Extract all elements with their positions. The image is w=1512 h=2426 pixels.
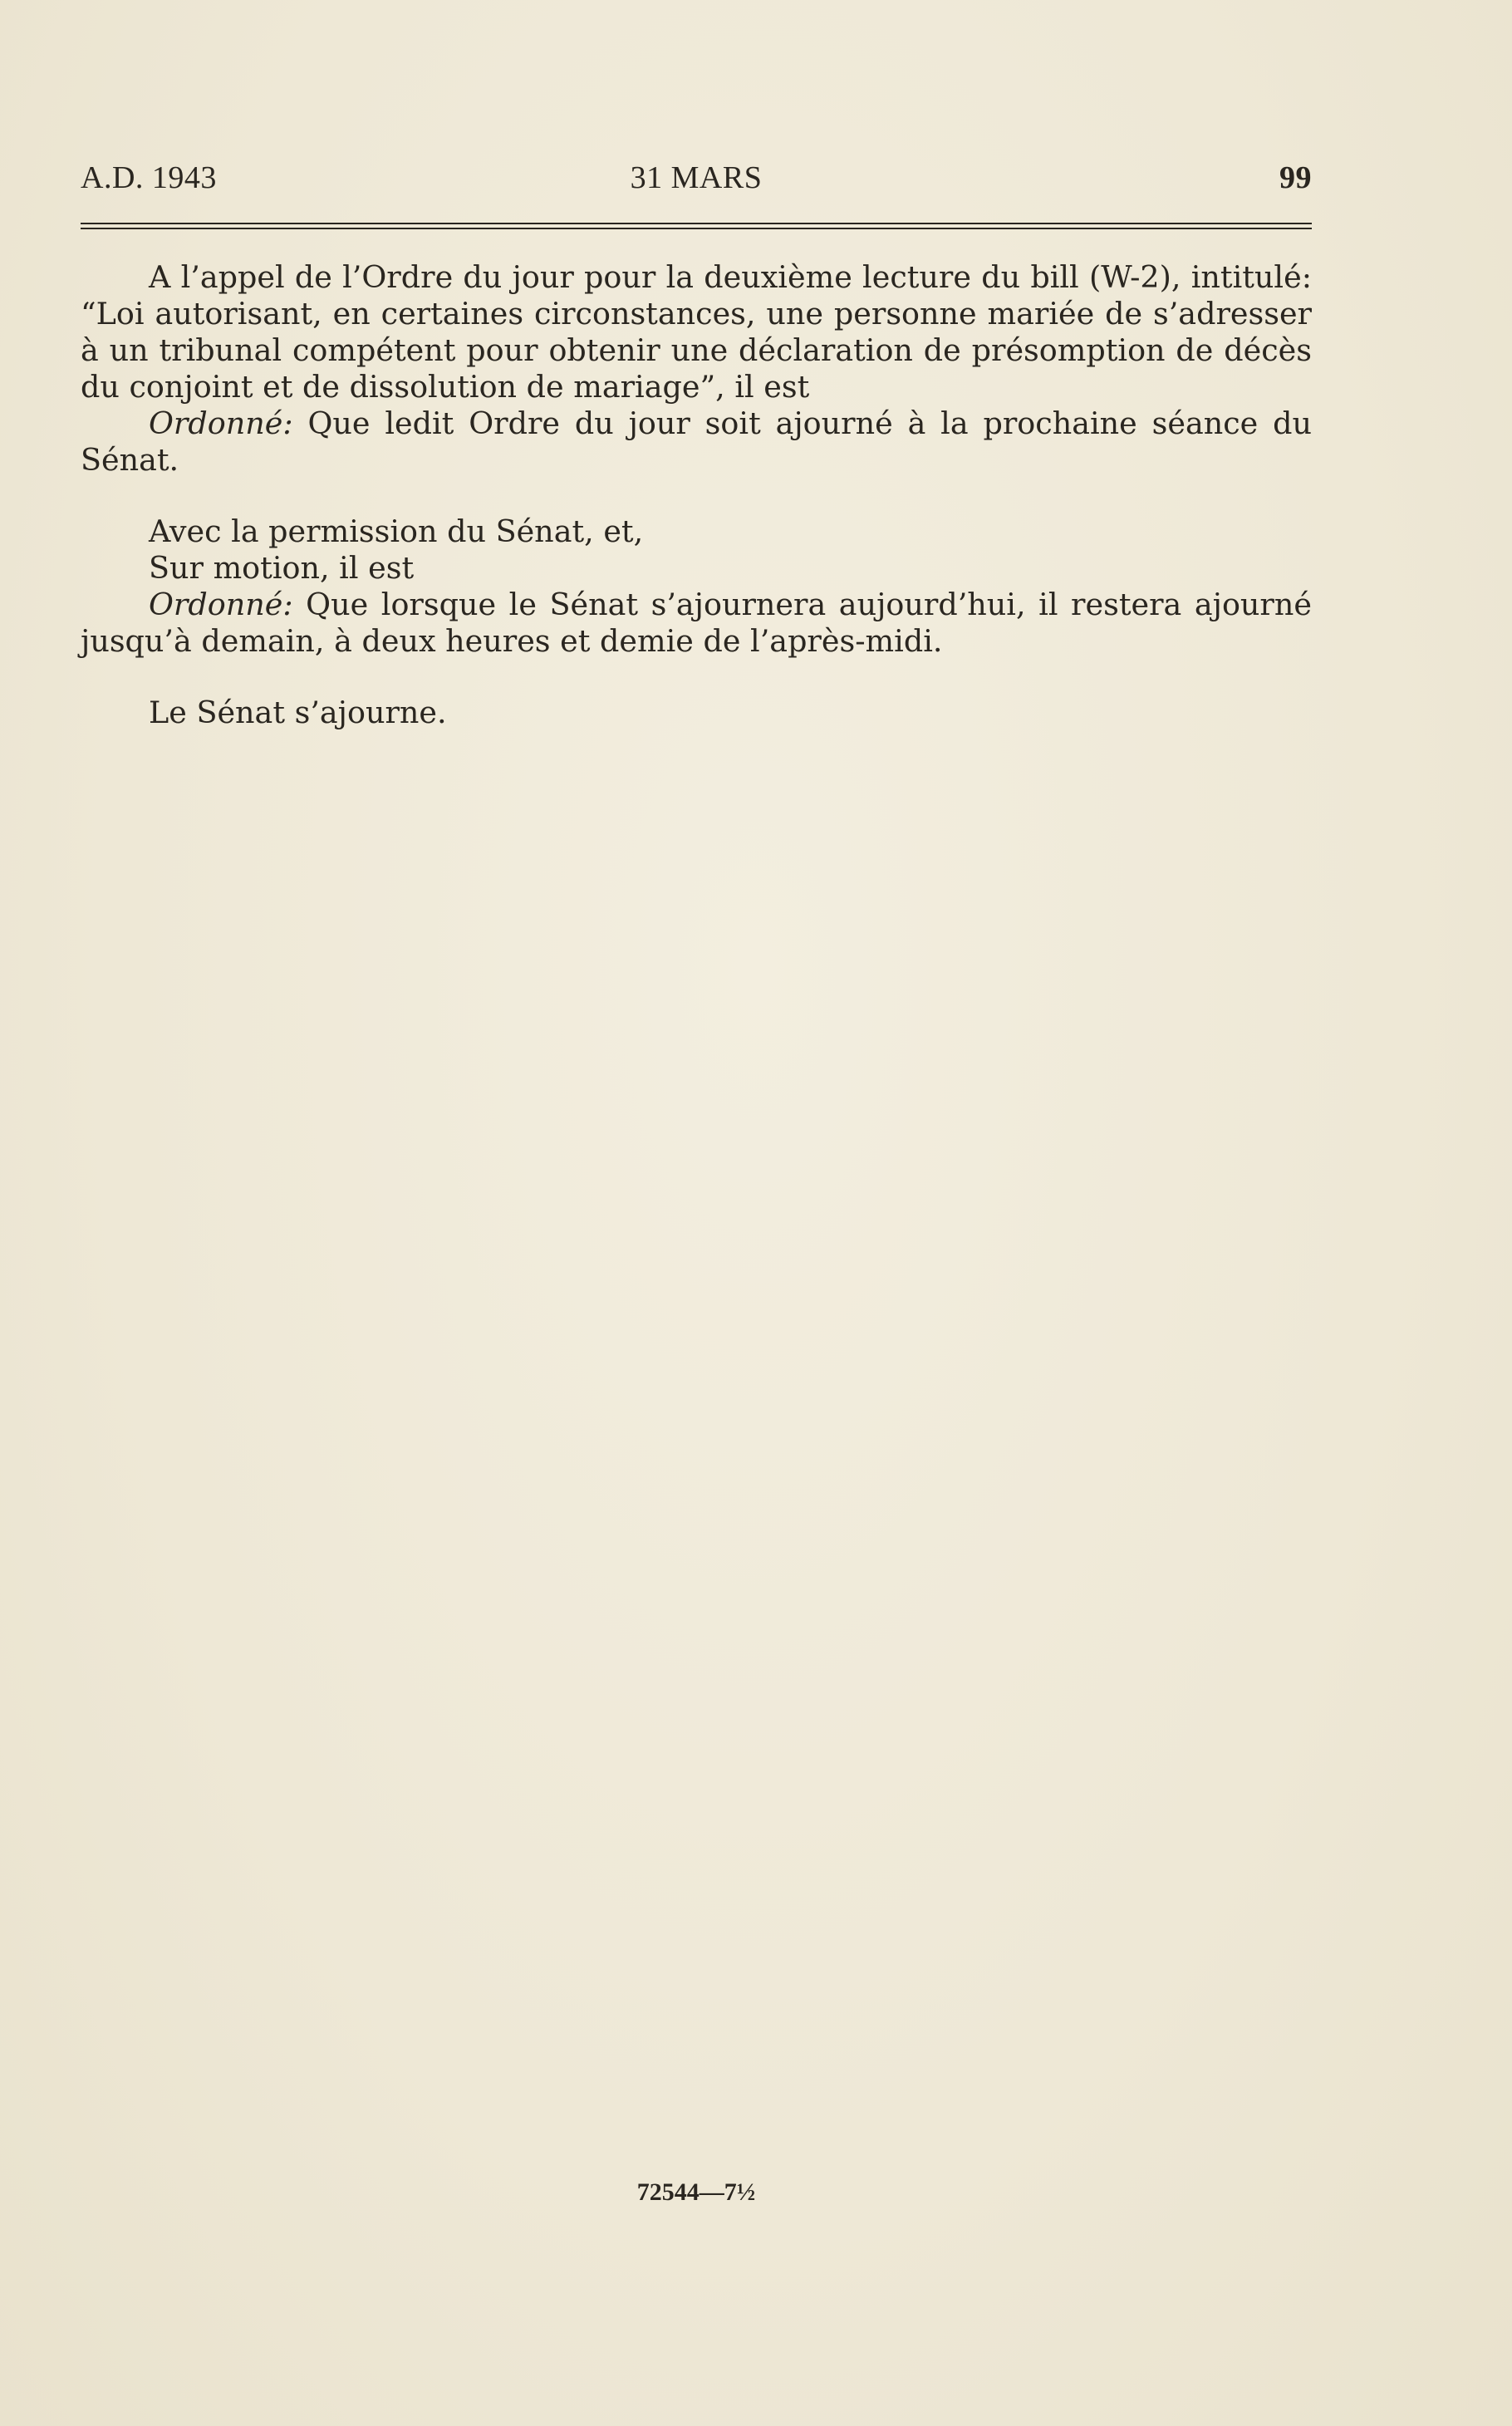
paragraph-senate-adjourns: Le Sénat s’ajourne. (149, 695, 447, 730)
ordered-text: Que lorsque le Sénat s’ajournera aujourd’hui, il restera ajourné jusqu’à demain, à deux heures et demie de l’après-midi. (81, 587, 1312, 659)
header-year: A.D. 1943 (81, 160, 217, 195)
paragraph-ordered-adjourn-senate (81, 587, 1312, 660)
document-page (81, 0, 1312, 2426)
header-double-rule (81, 223, 1312, 229)
page-body (81, 259, 1312, 731)
paragraph-permission: Avec la permission du Sénat, et, (149, 513, 644, 549)
page-number: 99 (1279, 160, 1312, 195)
ordered-text: Que ledit Ordre du jour soit ajourné à la prochaine séance du Sénat. (81, 405, 1312, 478)
header-date: 31 MARS (630, 160, 763, 195)
paragraph-order-of-day: A l’appel de l’Ordre du jour pour la deuxième lecture du bill (W-2), intitulé: “Loi autorisant, en certaines circonstances, une personne mariée de s’adresser à un tribunal compétent pour obtenir une déclaration de présomption de décès du conjoint et de dissolution de mariage”, il est (81, 259, 1312, 405)
ordered-label: Ordonné: (149, 587, 293, 622)
printer-signature: 72544—7½ (636, 2178, 756, 2206)
paragraph-ordered-adjourn-bill (81, 405, 1312, 479)
paragraph-motion: Sur motion, il est (149, 550, 415, 586)
page-header (81, 160, 1312, 201)
ordered-label: Ordonné: (149, 405, 293, 441)
